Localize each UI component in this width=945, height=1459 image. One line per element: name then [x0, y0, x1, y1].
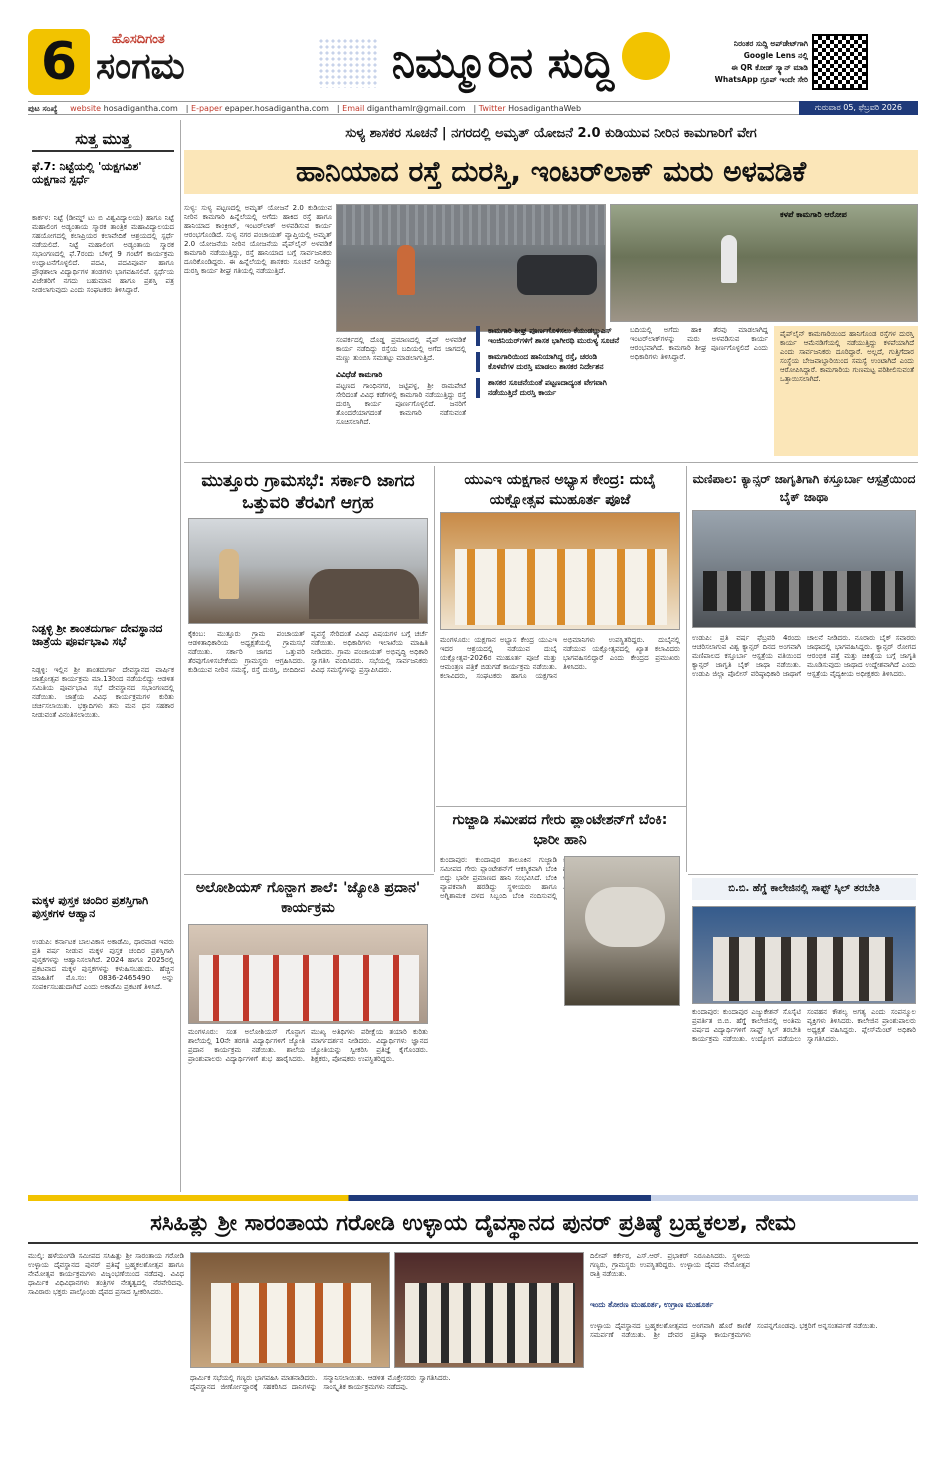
col-divider-1 — [434, 466, 435, 872]
lead-subhead: ವಿವಿಧೆಡೆ ಕಾಮಗಾರಿ — [336, 370, 383, 379]
col-divider-2 — [686, 466, 687, 872]
bottom-body-far: ಉಳ್ಳಾಯ ದೈವಸ್ಥಾನದ ಬ್ರಹ್ಮಕಲಶೋತ್ಸವದ ಅಂಗವಾಗಿ ಹೊರೆ ಕಾಣಿಕೆ ಸಮರ್ಪಣೆ ನಡೆಯಿತು. ಶ್ರೀ ದೇವರ ಪ್ರತಿಷ್ಠಾ ಕಾರ್ಯಕ್ರಮಗಳು ಸಂಪನ್ನಗೊಂಡವು. ಭಕ್ತರಿಗೆ ಅನ್ನಸಂತರ್ಪಣೆ ನಡೆಯಿತು. — [590, 1322, 878, 1339]
bottom-body-left: ಮುಲ್ಕಿ: ಹಳೆಯಂಗಡಿ ಸಮೀಪದ ಸಸಿಹಿತ್ಲು ಶ್ರೀ ಸಾರಂತಾಯ ಗರೋಡಿ ಉಳ್ಳಾಯ ದೈವಸ್ಥಾನದ ಪುನರ್ ಪ್ರತಿಷ್ಠೆ ಬ್ರಹ್ಮಕಲಶೋತ್ಸವ ಹಾಗೂ ನೇಮೋತ್ಸವ ಕಾರ್ಯಕ್ರಮಗಳು ವಿಜೃಂಭಣೆಯಿಂದ ನಡೆದವು. ವಿವಿಧ ಧಾರ್ಮಿಕ ವಿಧಿವಿಧಾನಗಳು ತಂತ್ರಿಗಳ ನೇತೃತ್ವದಲ್ಲಿ ನೆರವೇರಿದವು. ಸಾವಿರಾರು ಭಕ್ತರು ಪಾಲ್ಗೊಂಡು ದೈವದ ಪ್ರಸಾದ ಸ್ವೀಕರಿಸಿದರು. — [28, 1252, 184, 1296]
lead-body-right: ಬದಿಯಲ್ಲಿ ಅಗೆದು ಹಾಕಿ ತೆರವು ಮಾಡಲಾಗಿದ್ದ ಇಂಟರ್‌ಲಾಕ್‌ಗಳನ್ನು ಮರು ಅಳವಡಿಸುವ ಕಾರ್ಯ ಆರಂಭವಾಗಿದೆ. ಕಾಮಗಾರಿ ಶೀಘ್ರ ಪೂರ್ಣಗೊಳ್ಳಲಿದೆ ಎಂದು ಅಧಿಕಾರಿಗಳು ತಿಳಿಸಿದ್ದಾರೆ. — [630, 326, 768, 361]
qr-code-icon[interactable] — [812, 34, 868, 90]
qr-line-3: ಈ QR ಕೋಡ್ ಸ್ಕ್ಯಾನ್ ಮಾಡಿ — [731, 63, 808, 72]
yakshagana-story — [436, 466, 684, 804]
muthur-story — [184, 466, 432, 872]
aloysius-photo — [188, 924, 428, 1024]
gujjadi-story — [436, 810, 684, 1192]
story2-body: ನಿಡ್ಪಳ್ಳಿ: ಇಲ್ಲಿನ ಶ್ರೀ ಶಾಂತದುರ್ಗಾ ದೇವಸ್ಥಾನದ ವಾರ್ಷಿಕ ಜಾತ್ರೋತ್ಸವ ಕಾರ್ಯಕ್ರಮ ಮಾ.13ರಿಂದ ನಡೆಯಲಿದ್ದು ಆಡಳಿತ ಸಮಿತಿಯ ಪೂರ್ವಭಾವಿ ಸಭೆ ದೇವಸ್ಥಾನದ ಸಭಾಂಗಣದಲ್ಲಿ ನಡೆಯಿತು. ಜಾತ್ರೆಯ ವಿವಿಧ ಕಾರ್ಯಕ್ರಮಗಳ ಕುರಿತು ಚರ್ಚಿಸಲಾಯಿತು. ಭಕ್ತಾದಿಗಳು ತನು ಮನ ಧನ ಸಹಕಾರ ನೀಡುವಂತೆ ವಿನಂತಿಸಲಾಯಿತು. — [32, 666, 174, 719]
lead-body-mid: ಸಂಪರ್ಕದಲ್ಲಿ ದೊಡ್ಡ ಪ್ರಮಾಣದಲ್ಲಿ ಪೈಪ್ ಅಳವಡಿಕೆ ಕಾರ್ಯ ನಡೆದಿದ್ದು ರಸ್ತೆಯ ಬದಿಯಲ್ಲಿ ಅಗೆದ ಜಾಗದಲ್ಲಿ ಮಣ್ಣು ತುಂಬಿಸಿ ಸಮತಟ್ಟು ಮಾಡಲಾಗುತ್ತಿದೆ. — [336, 336, 466, 362]
story3-title: ಮಕ್ಕಳ ಪುಸ್ತಕ ಚಂದಿರ ಪ್ರಶಸ್ತಿಗಾಗಿ ಪುಸ್ತಕಗಳ ಆಹ್ವಾನ — [32, 894, 149, 920]
story2-title: ನಿಡ್ಪಳ್ಳಿ ಶ್ರೀ ಶಾಂತದುರ್ಗಾ ದೇವಸ್ಥಾನದ ಜಾತ್ರೆಯ ಪೂರ್ವಭಾವಿ ಸಭೆ — [32, 622, 163, 648]
story1-title: ಫೆ.7: ನಿಟ್ಟೆಯಲ್ಲಿ 'ಯಕ್ಷಗವಿಶ' ಯಕ್ಷಗಾನ ಸ್ಪರ್ಧೆ — [32, 160, 142, 186]
email-link[interactable]: diganthamlr@gmail.com — [366, 104, 466, 113]
bottom-story — [28, 1204, 918, 1454]
decorative-band — [28, 1195, 918, 1201]
page-header — [0, 0, 945, 113]
bottom-photo-2 — [394, 1252, 584, 1368]
lead-bullet-3: ಶಾಸಕರ ಸೂಚನೆಯಂತೆ ಪಟ್ಟಣದಾದ್ಯಂತ ವೇಗವಾಗಿ ನಡೆಯುತ್ತಿದೆ ದುರಸ್ತಿ ಕಾರ್ಯ — [476, 378, 624, 398]
twitter-link[interactable]: HosadiganthaWeb — [508, 104, 582, 113]
photo-smoke — [585, 887, 665, 947]
epaper-link[interactable]: epaper.hosadigantha.com — [224, 104, 329, 113]
lead-bullet-2: ಕಾಮಗಾರಿಯಿಂದ ಹಾನಿಯಾಗಿದ್ದ ರಸ್ತೆ, ಚರಂಡಿ ಕೊಳವೆಗಳ ದುರಸ್ತಿ ಮಾಡಲು ಶಾಸಕರ ನಿರ್ದೇಶನ — [476, 352, 624, 372]
manipal-photo — [692, 510, 916, 628]
photo-bikes-row — [703, 571, 903, 611]
yakshagana-headline: ಯುಎಇ ಯಕ್ಷಗಾನ ಅಭ್ಯಾಸ ಕೇಂದ್ರ: ದುಬೈ ಯಕ್ಷೋತ್ಸವ ಮುಹೂರ್ತ ಪೂಜೆ — [464, 472, 656, 508]
muthur-photo — [188, 518, 428, 624]
lead-bullet-1: ಕಾಮಗಾರಿ ಶೀಘ್ರ ಪೂರ್ಣಗೊಳಿಸಲು ಕೆಯುಡಬ್ಲ್ಯುಎಸ್ ಇಂಜಿನಿಯರ್‌ಗಳಿಗೆ ಶಾಸಕ ಭಾಗೀರಥಿ ಮುರುಳ್ಯ ಸೂಚನೆ — [476, 326, 624, 346]
bottom-photo-1 — [190, 1252, 390, 1368]
qr-line-4: WhatsApp ಗ್ರೂಪ್ ಇಂದೇ ಸೇರಿ — [714, 75, 808, 84]
lead-photo-1 — [336, 204, 606, 332]
yakshagana-body: ಮಂಗಳೂರು: ಯಕ್ಷಗಾನ ಅಭ್ಯಾಸ ಕೇಂದ್ರ ಯುಎಇ ಇದರ ಆಶ್ರಯದಲ್ಲಿ ನಡೆಯುವ ದುಬೈ ಯಕ್ಷೋತ್ಸವ-2026ರ ಮುಹೂರ್ತ ಪೂಜೆ ಮತ್ತು ಆಮಂತ್ರಣ ಪತ್ರಿಕೆ ಬಿಡುಗಡೆ ಕಾರ್ಯಕ್ರಮ ನಡೆಯಿತು. ಕಲಾವಿದರು, ಸಂಘಟಕರು ಹಾಗೂ ಯಕ್ಷಗಾನ ಅಭಿಮಾನಿಗಳು ಉಪಸ್ಥಿತರಿದ್ದರು. ದುಬೈನಲ್ಲಿ ನಡೆಯುವ ಯಕ್ಷೋತ್ಸವದಲ್ಲಿ ಖ್ಯಾತ ಕಲಾವಿದರು ಭಾಗವಹಿಸಲಿದ್ದಾರೆ ಎಂದು ಕೇಂದ್ರದ ಪ್ರಮುಖರು ತಿಳಿಸಿದರು. — [440, 636, 680, 680]
hegde-photo — [692, 906, 916, 1004]
date-badge: ಗುರುವಾರ 05, ಫೆಬ್ರವರಿ 2026 — [799, 101, 918, 115]
photo-speaker — [219, 549, 239, 599]
photo-priests — [211, 1283, 371, 1363]
manipal-headline: ಮಣಿಪಾಲ: ಕ್ಯಾನ್ಸರ್ ಜಾಗೃತಿಗಾಗಿ ಕಸ್ತೂರ್ಬಾ ಆಸ್ಪತ್ರೆಯಿಂದ ಬೈಕ್ ಜಾಥಾ — [692, 472, 916, 504]
gujjadi-body: ಕುಂದಾಪುರ: ಕುಂದಾಪುರ ತಾಲೂಕಿನ ಗುಜ್ಜಾಡಿ ಸಮೀಪದ ಗೇರು ಪ್ಲಾಂಟೇಶನ್‌ಗೆ ಆಕಸ್ಮಿಕವಾಗಿ ಬೆಂಕಿ ಬಿದ್ದು ಭಾರೀ ಪ್ರಮಾಣದ ಹಾನಿ ಸಂಭವಿಸಿದೆ. ಬೆಂಕಿ ವ್ಯಾಪಕವಾಗಿ ಹರಡಿದ್ದು ಸ್ಥಳೀಯರು ಹಾಗೂ ಅಗ್ನಿಶಾಮಕ ದಳದ ಸಿಬ್ಬಂದಿ ಬೆಂಕಿ ನಂದಿಸುವಲ್ಲಿ — [440, 856, 557, 900]
photo-students — [199, 955, 419, 1021]
hegde-top-rule — [688, 874, 918, 875]
epaper-label: E-paper — [191, 104, 223, 113]
gujjadi-headline: ಗುಜ್ಜಾಡಿ ಸಮೀಪದ ಗೇರು ಪ್ಲಾಂಟೇಶನ್‌ಗೆ ಬೆಂಕಿ: ಭಾರೀ ಹಾನಿ — [452, 812, 668, 848]
lead-photo-2 — [610, 204, 918, 322]
gujjadi-photo — [564, 856, 680, 1006]
bottom-body-right: ದಿಲೀಪ್ ಕರ್ಕೇರ, ಎಸ್.ಆರ್. ಪ್ರಭಾಕರ್ ನಿರೂಪಿಸಿದರು. ಸ್ಥಳೀಯ ಗಣ್ಯರು, ಗ್ರಾಮಸ್ಥರು ಉಪಸ್ಥಿತರಿದ್ದರು. ಉಳ್ಳಾಯ ದೈವದ ನೇಮೋತ್ಸವ ರಾತ್ರಿ ನಡೆಯಿತು. — [590, 1252, 750, 1278]
lead-side-head: ಕಳಪೆ ಕಾಮಗಾರಿ ಆರೋಪ — [780, 210, 847, 219]
lead-sub-body: ಪಟ್ಟಣದ ಗಾಂಧಿನಗರ, ಜಟ್ಟಿಪಳ್ಳ, ಶ್ರೀ ರಾಮಪೇಟೆ ಸೇರಿದಂತೆ ವಿವಿಧ ಕಡೆಗಳಲ್ಲಿ ಕಾಮಗಾರಿ ನಡೆಯುತ್ತಿದ್ದು ರಸ್ತೆ ದುರಸ್ತಿ ಕಾರ್ಯ ಪೂರ್ಣಗೊಳ್ಳಲಿದೆ. ಜನರಿಗೆ ತೊಂದರೆಯಾಗದಂತೆ ಕಾಮಗಾರಿ ನಡೆಸುವಂತೆ ಸೂಚಿಸಲಾಗಿದೆ. — [336, 382, 466, 426]
header-info-bar: ಪುಟ ಸಂಖ್ಯೆ website hosadigantha.com | E-paper epaper.hosadigantha.com | Email diganthamlr@gmail.com | Twitter HosadiganthaWeb ಗುರುವಾರ 05, ಫೆಬ್ರವರಿ 2026 — [28, 101, 918, 115]
bottom-subhead: ಇಂದು ತೋರಣ ಮುಹೂರ್ತ, ಉಗ್ರಾಣ ಮುಹೂರ್ತ — [590, 1300, 714, 1309]
photo-stage — [405, 1283, 575, 1363]
pages-label: ಪುಟ ಸಂಖ್ಯೆ — [28, 104, 58, 113]
sidebar — [28, 120, 178, 1192]
bottom-headline: ಸಸಿಹಿತ್ಲು ಶ್ರೀ ಸಾರಂತಾಯ ಗರೋಡಿ ಉಳ್ಳಾಯ ದೈವಸ್ಥಾನದ ಪುನರ್ ಪ್ರತಿಷ್ಠೆ ಬ್ರಹ್ಮಕಲಶ, ನೇಮ — [28, 1204, 918, 1244]
bottom-body-mid: ಧಾರ್ಮಿಕ ಸಭೆಯಲ್ಲಿ ಗಣ್ಯರು ಭಾಗವಹಿಸಿ ಮಾತನಾಡಿದರು. ದೈವಸ್ಥಾನದ ಜೀರ್ಣೋದ್ಧಾರಕ್ಕೆ ಸಹಕರಿಸಿದ ದಾನಿಗಳನ್ನು ಸನ್ಮಾನಿಸಲಾಯಿತು. ಆಡಳಿತ ಮೊಕ್ತೇಸರರು ಸ್ವಾಗತಿಸಿದರು. ಸಾಂಸ್ಕೃತಿಕ ಕಾರ್ಯಕ್ರಮಗಳು ನಡೆದವು. — [190, 1374, 451, 1391]
hegde-body: ಕುಂದಾಪುರ: ಕುಂದಾಪುರ ಎಜ್ಯುಕೇಶನ್ ಸೊಸೈಟಿ ಪ್ರವರ್ತಿತ ಬಿ.ಬಿ. ಹೆಗ್ಡೆ ಕಾಲೇಜಿನಲ್ಲಿ ಅಂತಿಮ ವರ್ಷದ ವಿದ್ಯಾರ್ಥಿಗಳಿಗೆ ಸಾಫ್ಟ್ ಸ್ಕಿಲ್ ತರಬೇತಿ ಕಾರ್ಯಕ್ರಮ ನಡೆಯಿತು. ಉದ್ಯೋಗ ಪಡೆಯಲು ಸಂವಹನ ಕೌಶಲ್ಯ ಅಗತ್ಯ ಎಂದು ಸಂಪನ್ಮೂಲ ವ್ಯಕ್ತಿಗಳು ತಿಳಿಸಿದರು. ಕಾಲೇಜಿನ ಪ್ರಾಂಶುಪಾಲರು ಅಧ್ಯಕ್ಷತೆ ವಹಿಸಿದ್ದರು. ಪ್ಲೇಸ್‌ಮೆಂಟ್ ಅಧಿಕಾರಿ ಸ್ವಾಗತಿಸಿದರು. — [692, 1008, 916, 1043]
column-title: ಸುತ್ತ ಮುತ್ತ — [32, 126, 174, 152]
muthur-body: ಕೈಕಂಬ: ಮುತ್ತೂರು ಗ್ರಾಮ ಪಂಚಾಯತ್ ಆಡಳಿತಾಧಿಕಾರಿಯ ಅಧ್ಯಕ್ಷತೆಯಲ್ಲಿ ಗ್ರಾಮಸಭೆ ನಡೆಯಿತು. ಸರ್ಕಾರಿ ಜಾಗದ ಒತ್ತುವರಿ ತೆರವುಗೊಳಿಸಬೇಕೆಂದು ಗ್ರಾಮಸ್ಥರು ಆಗ್ರಹಿಸಿದರು. ಕುಡಿಯುವ ನೀರಿನ ಸಮಸ್ಯೆ, ರಸ್ತೆ ದುರಸ್ತಿ, ಬೀದಿದೀಪ ವ್ಯವಸ್ಥೆ ಸೇರಿದಂತೆ ವಿವಿಧ ವಿಷಯಗಳ ಬಗ್ಗೆ ಚರ್ಚೆ ನಡೆಯಿತು. ಅಧಿಕಾರಿಗಳು ಇಲಾಖೆಯ ಮಾಹಿತಿ ನೀಡಿದರು. ಗ್ರಾಮ ಪಂಚಾಯತ್ ಅಭಿವೃದ್ಧಿ ಅಧಿಕಾರಿ ಸ್ವಾಗತಿಸಿ ವಂದಿಸಿದರು. ಸಭೆಯಲ್ಲಿ ಸಾರ್ವಜನಿಕರು ವಿವಿಧ ಸಮಸ್ಯೆಗಳನ್ನು ಪ್ರಸ್ತಾಪಿಸಿದರು. — [188, 630, 428, 674]
muthur-headline: ಮುತ್ತೂರು ಗ್ರಾಮಸಭೆ: ಸರ್ಕಾರಿ ಜಾಗದ ಒತ್ತುವರಿ ತೆರವಿಗೆ ಆಗ್ರಹ — [201, 471, 415, 513]
lead-kicker: ಸುಳ್ಯ ಶಾಸಕರ ಸೂಚನೆ | ನಗರದಲ್ಲಿ ಅಮೃತ್ ಯೋಜನೆ 2.0 ಕುಡಿಯುವ ನೀರಿನ ಕಾಮಗಾರಿಗೆ ವೇಗ — [345, 126, 757, 141]
sidebar-divider — [180, 120, 181, 1192]
qr-text — [680, 38, 808, 86]
gujjadi-top-rule — [436, 806, 686, 807]
email-label: Email — [342, 104, 365, 113]
aloysius-headline: ಅಲೋಶಿಯಸ್ ಗೊನ್ಜಾಗ ಶಾಲೆ: 'ಜ್ಯೋತಿ ಪ್ರದಾನ' ಕಾರ್ಯಕ್ರಮ — [195, 880, 421, 916]
website-label: website — [70, 104, 102, 113]
lead-headline: ಹಾನಿಯಾದ ರಸ್ತೆ ದುರಸ್ತಿ, ಇಂಟರ್‌ಲಾಕ್ ಮರು ಅಳವಡಿಕೆ — [184, 150, 918, 194]
photo-shutter — [337, 205, 606, 245]
qr-line-1: ನಿರಂತರ ಸುದ್ದಿ ಅಪ್‌ಡೇಟ್‌ಗಾಗಿ — [733, 39, 808, 48]
lead-bullets — [476, 326, 624, 398]
manipal-story — [690, 466, 918, 872]
brand-main: ಸಂಗಮ — [96, 46, 185, 87]
lead-bottom-rule — [184, 462, 918, 463]
aloysius-top-rule — [184, 874, 434, 875]
page-number-badge — [28, 29, 90, 95]
lead-story — [184, 120, 918, 460]
section-title: ನಿಮ್ಮೂರಿನ ಸುದ್ದಿ — [391, 38, 615, 87]
yakshagana-photo — [440, 512, 680, 630]
hegde-headline: ಬಿ.ಬಿ. ಹೆಗ್ಡೆ ಕಾಲೇಜಿನಲ್ಲಿ ಸಾಫ್ಟ್ ಸ್ಕಿಲ್ ತರಬೇತಿ — [692, 878, 916, 900]
aloysius-story — [184, 878, 432, 1192]
manipal-body: ಉಡುಪಿ: ಪ್ರತಿ ವರ್ಷ ಫೆಬ್ರವರಿ 4ರಂದು ಆಚರಿಸಲಾಗುವ ವಿಶ್ವ ಕ್ಯಾನ್ಸರ್ ದಿನದ ಅಂಗವಾಗಿ ಮಣಿಪಾಲದ ಕಸ್ತೂರ್ಬಾ ಆಸ್ಪತ್ರೆಯ ವತಿಯಿಂದ ಕ್ಯಾನ್ಸರ್ ಜಾಗೃತಿ ಬೈಕ್ ಜಾಥಾ ನಡೆಯಿತು. ಉಡುಪಿ ಜಿಲ್ಲಾ ಪೊಲೀಸ್ ವರಿಷ್ಠಾಧಿಕಾರಿ ಜಾಥಾಗೆ ಚಾಲನೆ ನೀಡಿದರು. ನೂರಾರು ಬೈಕ್ ಸವಾರರು ಜಾಥಾದಲ್ಲಿ ಭಾಗವಹಿಸಿದ್ದರು. ಕ್ಯಾನ್ಸರ್ ರೋಗದ ಆರಂಭಿಕ ಪತ್ತೆ ಮತ್ತು ಚಿಕಿತ್ಸೆಯ ಬಗ್ಗೆ ಜಾಗೃತಿ ಮೂಡಿಸುವುದು ಜಾಥಾದ ಉದ್ದೇಶವಾಗಿದೆ ಎಂದು ಆಸ್ಪತ್ರೆಯ ವೈದ್ಯಕೀಯ ಅಧೀಕ್ಷಕರು ತಿಳಿಸಿದರು. — [692, 634, 916, 678]
lead-side-body: ಪೈಪ್‌ಲೈನ್ ಕಾಮಗಾರಿಯಿಂದ ಹಾನಿಗೊಂಡ ರಸ್ತೆಗಳ ದುರಸ್ತಿ ಕಾರ್ಯ ಆಮೆನಡಿಗೆಯಲ್ಲಿ ನಡೆಯುತ್ತಿದ್ದು ಕಳಪೆಯಾಗಿದೆ ಎಂದು ಸಾರ್ವಜನಿಕರು ದೂರಿದ್ದಾರೆ. ಅಲ್ಲದೆ, ಗುತ್ತಿಗೆದಾರ ಸಂಸ್ಥೆಯ ಬೇಜವಾಬ್ದಾರಿಯಿಂದ ಸಮಸ್ಯೆ ಉಂಟಾಗಿದೆ ಎಂದು ಆರೋಪಿಸಿದ್ದಾರೆ. ಕಾಮಗಾರಿಯ ಗುಣಮಟ್ಟ ಪರಿಶೀಲಿಸುವಂತೆ ಒತ್ತಾಯಿಸಲಾಗಿದೆ. — [780, 330, 914, 383]
photo-group — [455, 549, 667, 625]
photo-guests — [713, 937, 893, 1001]
story1-body: ಕಾರ್ಕಳ: ನಿಟ್ಟೆ (ಡೀಮ್ಡ್ ಟು ಬಿ ವಿಶ್ವವಿದ್ಯಾಲಯ) ಹಾಗೂ ನಿಟ್ಟೆ ಮಹಾಲಿಂಗ ಅಡ್ಯಂತಾಯ ಸ್ಮಾರಕ ತಾಂತ್ರಿಕ ಮಹಾವಿದ್ಯಾಲಯದ ಸಹಯೋಗದಲ್ಲಿ ಕಲಾಪ್ರಿಯರ ಕಲಾವೇದಿಕೆ ಆಶ್ರಯದಲ್ಲಿ ಸ್ಪರ್ಧೆ ನಡೆಯಲಿದೆ. ನಿಟ್ಟೆ ಮಹಾಲಿಂಗ ಅಡ್ಯಂತಾಯ ಸ್ಮಾರಕ ಸಭಾಂಗಣದಲ್ಲಿ ಫೆ.7ರಂದು ಬೆಳಿಗ್ಗೆ 9 ಗಂಟೆಗೆ ಕಾರ್ಯಕ್ರಮ ಉದ್ಘಾಟನೆಗೊಳ್ಳಲಿದೆ. ಪದವಿ, ಪದವಿಪೂರ್ವ ಹಾಗೂ ಪ್ರೌಢಶಾಲಾ ವಿದ್ಯಾರ್ಥಿಗಳ ತಂಡಗಳು ಭಾಗವಹಿಸಲಿವೆ. ಸ್ಪರ್ಧೆಯ ವಿಜೇತರಿಗೆ ನಗದು ಬಹುಮಾನ ಹಾಗೂ ಪ್ರಶಸ್ತಿ ಪತ್ರ ನೀಡಲಾಗುವುದು ಎಂದು ಸಂಘಟಕರು ತಿಳಿಸಿದ್ದಾರೆ. — [32, 214, 174, 294]
website-link[interactable]: hosadigantha.com — [103, 104, 178, 113]
photo-worker — [397, 245, 415, 295]
page-number: 6 — [40, 32, 78, 92]
aloysius-body: ಮಂಗಳೂರು: ಸಂತ ಅಲೋಶಿಯಸ್ ಗೊನ್ಜಾಗ ಶಾಲೆಯಲ್ಲಿ 10ನೇ ತರಗತಿ ವಿದ್ಯಾರ್ಥಿಗಳಿಗೆ ಜ್ಯೋತಿ ಪ್ರದಾನ ಕಾರ್ಯಕ್ರಮ ನಡೆಯಿತು. ಶಾಲೆಯ ಪ್ರಾಂಶುಪಾಲರು ವಿದ್ಯಾರ್ಥಿಗಳಿಗೆ ಶುಭ ಹಾರೈಸಿದರು. ಮುಖ್ಯ ಅತಿಥಿಗಳು ಪರೀಕ್ಷೆಯ ತಯಾರಿ ಕುರಿತು ಮಾರ್ಗದರ್ಶನ ನೀಡಿದರು. ವಿದ್ಯಾರ್ಥಿಗಳು ಜ್ಞಾನದ ಜ್ಯೋತಿಯನ್ನು ಸ್ವೀಕರಿಸಿ ಪ್ರತಿಜ್ಞೆ ಕೈಗೊಂಡರು. ಶಿಕ್ಷಕರು, ಪೋಷಕರು ಉಪಸ್ಥಿತರಿದ್ದರು. — [188, 1028, 428, 1063]
hegde-story — [690, 878, 918, 1192]
photo-audience — [309, 569, 419, 619]
lead-body-left: ಸುಳ್ಯ: ಸುಳ್ಯ ಪಟ್ಟಣದಲ್ಲಿ ಅಮೃತ್ ಯೋಜನೆ 2.0 ಕುಡಿಯುವ ನೀರಿನ ಕಾಮಗಾರಿ ಹಿನ್ನೆಲೆಯಲ್ಲಿ ಅಗೆದು ಹಾಕಿದ ರಸ್ತೆ ಹಾಗೂ ಹಾನಿಯಾದ ಕಾಂಕ್ರೀಟ್, ಇಂಟರ್‌ಲಾಕ್ ಅಳವಡಿಸುವ ಕಾರ್ಯ ಆರಂಭಗೊಂಡಿದೆ. ಸುಳ್ಯ ನಗರ ಪಂಚಾಯತ್ ವ್ಯಾಪ್ತಿಯಲ್ಲಿ ಅಮೃತ್ 2.0 ಯೋಜನೆಯ ನೀರಿನ ಯೋಜನೆಯ ಪೈಪ್‌ಲೈನ್ ಅಳವಡಿಕೆ ಕಾಮಗಾರಿ ನಡೆಯುತ್ತಿದ್ದು, ರಸ್ತೆ ಹಾನಿಯಾದ ಬಗ್ಗೆ ಸಾರ್ವಜನಿಕರು ದೂರಿಕೊಂಡಿದ್ದರು. ಈ ಹಿನ್ನೆಲೆಯಲ್ಲಿ ಶಾಸಕರು ಸೂಚನೆ ನೀಡಿದ್ದು ದುರಸ್ತಿ ಕಾರ್ಯ ಶೀಘ್ರ ಗತಿಯಲ್ಲಿ ನಡೆಯುತ್ತಿದೆ. — [184, 204, 332, 275]
qr-line-2: Google Lens ನಲ್ಲಿ — [743, 51, 808, 60]
story3-body: ಉಡುಪಿ: ಕರ್ನಾಟಕ ಬಾಲವಿಕಾಸ ಅಕಾಡೆಮಿ, ಧಾರವಾಡ ಇವರು ಪ್ರತಿ ವರ್ಷ ನೀಡುವ ಮಕ್ಕಳ ಪುಸ್ತಕ ಚಂದಿರ ಪ್ರಶಸ್ತಿಗಾಗಿ ಪುಸ್ತಕಗಳನ್ನು ಆಹ್ವಾನಿಸಲಾಗಿದೆ. 2024 ಹಾಗೂ 2025ರಲ್ಲಿ ಪ್ರಕಟವಾದ ಮಕ್ಕಳ ಪುಸ್ತಕಗಳನ್ನು ಕಳುಹಿಸಬಹುದು. ಹೆಚ್ಚಿನ ಮಾಹಿತಿಗೆ ಮೊ.ಸಂ: 0836-2465490 ಅನ್ನು ಸಂಪರ್ಕಿಸಬಹುದಾಗಿದೆ ಎಂದು ಅಕಾಡೆಮಿ ಪ್ರಕಟಣೆ ತಿಳಿಸಿದೆ. — [32, 938, 174, 991]
twitter-label: Twitter — [478, 104, 506, 113]
photo-bikes — [517, 255, 597, 295]
brand-top: ಹೊಸದಿಗಂತ — [112, 32, 165, 47]
photo-road-worker — [721, 235, 737, 283]
section-banner — [318, 28, 688, 96]
